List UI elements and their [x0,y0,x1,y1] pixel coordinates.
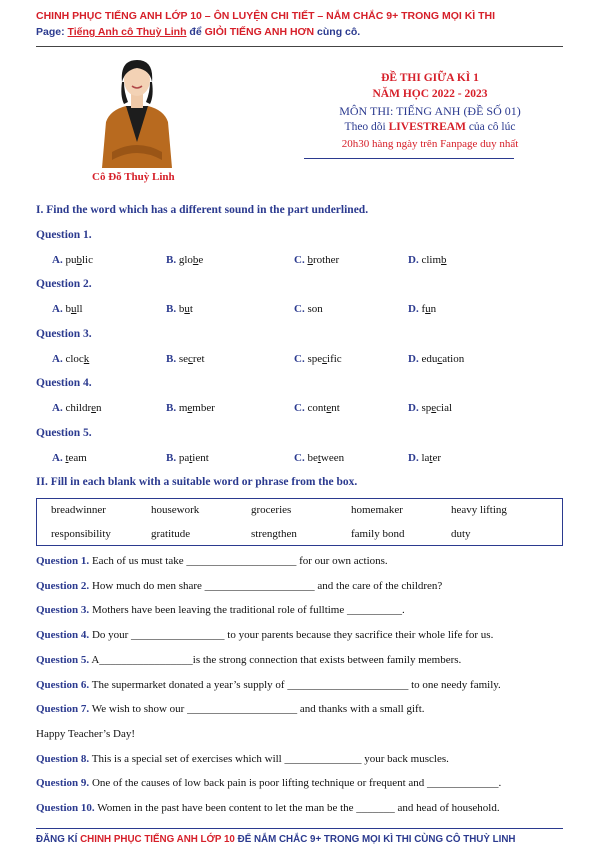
option-underlined: c [322,353,328,365]
option-text-post: n [430,303,437,315]
option-underlined: e [187,402,193,414]
teacher-name: Cô Đỗ Thuỳ Linh [92,171,175,183]
option-text-pre: f [421,303,426,315]
answer-option[interactable] [166,353,205,365]
option-text-post: mber [192,402,215,414]
answer-option[interactable] [408,303,436,315]
follow-prefix: Theo dõi [344,121,389,133]
part1-title: I. Find the word which has a different sound in the part underlined. [36,204,369,216]
answer-option[interactable] [408,254,447,266]
answer-option[interactable] [52,254,93,266]
option-letter: D. [408,353,419,365]
answer-option[interactable] [408,452,441,464]
part1-question-label: Question 1. [36,229,92,241]
option-underlined: u [70,303,77,315]
option-letter: C. [294,254,305,266]
option-text-post: ll [76,303,83,315]
part2-title: II. Fill in each blank with a suitable word or phrase from the box. [36,476,358,488]
page-link[interactable]: Tiếng Anh cô Thuỳ Linh [67,26,187,38]
answer-option[interactable] [52,402,102,414]
option-letter: A. [52,353,63,365]
part1-question-label: Question 2. [36,278,92,290]
exam-year: NĂM HỌC 2022 - 2023 [372,88,488,100]
option-letter: D. [408,402,419,414]
fill-question [36,777,501,789]
option-letter: B. [166,254,177,266]
box-word: duty [451,528,471,540]
fill-question-text: This is a special set of exercises which will ______________ your back muscles. [89,752,449,765]
option-text-pre: cont [307,402,327,414]
fill-question [36,753,449,765]
fill-question [36,679,501,691]
option-letter: C. [294,402,305,414]
part1-question-label: Question 5. [36,427,92,439]
option-text-post: ation [442,353,465,365]
option-text-pre: pu [65,254,77,266]
box-word: responsibility [51,528,111,540]
part1-question-label: Question 3. [36,328,92,340]
option-text-post: ret [192,353,205,365]
option-letter: C. [294,353,305,365]
option-letter: D. [408,452,419,464]
option-letter: B. [166,402,177,414]
option-text-post: rother [312,254,340,266]
word-box [36,498,563,546]
option-letter: A. [52,452,63,464]
option-letter: A. [52,303,63,315]
fill-question-label: Question 9. [36,777,90,790]
option-letter: C. [294,303,305,315]
option-text-pre: sp [421,402,432,414]
fill-question-text: The supermarket donated a year’s supply of ______________________ to one needy family. [89,678,501,691]
fill-question [36,802,500,814]
fill-question-text: Women in the past have been content to let the man be the _______ and head of household. [94,802,500,814]
option-text-pre: clim [421,254,442,266]
answer-option[interactable] [52,353,89,365]
option-letter: D. [408,254,419,266]
footer-part3: ĐỂ NẮM CHẮC 9+ TRONG MỌI KÌ THI CÙNG CÔ THUỲ LINH [234,834,516,845]
header-page-red: GIỎI TIẾNG ANH HƠN [204,26,315,38]
option-underlined: t [317,452,321,464]
fill-question-text: Happy Teacher’s Day! [36,727,136,740]
option-text-pre: son [307,303,323,315]
box-word: groceries [251,504,292,516]
fill-question [36,555,388,567]
option-text-post: e [198,254,204,266]
option-letter: B. [166,303,177,315]
option-text-pre: b [178,303,185,315]
option-letter: C. [294,452,305,464]
option-text-pre: spe [307,353,323,365]
part1-question-label: Question 4. [36,377,92,389]
option-letter: A. [52,254,63,266]
box-word: homemaker [351,504,403,516]
option-text-post: ient [192,452,209,464]
answer-option[interactable] [166,402,215,414]
fill-question-text: Mothers have been leaving the traditional role of fulltime __________. [89,604,405,617]
option-text-post: nt [331,402,340,414]
option-text-pre: b [65,303,71,315]
option-underlined: c [437,353,443,365]
footer-part1: ĐĂNG KÍ [36,834,81,845]
option-letter: B. [166,353,177,365]
answer-option[interactable] [294,254,339,266]
fill-question-text: One of the causes of low back pain is poor lifting technique or frequent and _____________. [89,777,502,790]
option-underlined: c [188,353,193,365]
fill-question-label: Question 3. [36,604,90,617]
fill-question [36,654,461,666]
fill-question-text: We wish to show our ____________________ and thanks with a small gift. [89,703,425,716]
option-text-pre: be [307,452,318,464]
standalone-line [36,728,135,740]
option-text-post: eam [68,452,87,464]
option-underlined: e [91,402,97,414]
header-tagline: CHINH PHỤC TIẾNG ANH LỚP 10 – ÔN LUYỆN CHI TIẾT – NẮM CHẮC 9+ TRONG MỌI KÌ THI [36,10,496,22]
fill-question-label: Question 10. [36,802,95,814]
fill-question-label: Question 8. [36,752,90,765]
footer-banner [36,834,515,845]
fill-question-label: Question 4. [36,629,90,642]
option-underlined: e [326,402,332,414]
follow-livestream: LIVESTREAM [388,121,466,133]
option-underlined: k [83,353,90,365]
fill-question [36,604,405,616]
option-underlined: b [441,254,447,266]
option-text-post: n [96,402,102,414]
option-letter: A. [52,402,63,414]
option-letter: B. [166,452,177,464]
fill-question [36,580,442,592]
option-text-post: t [189,303,193,315]
option-text-post: er [432,452,442,464]
answer-option[interactable] [294,303,323,315]
answer-option[interactable] [294,452,344,464]
header-page-mid: để [186,26,205,38]
option-underlined: t [189,452,193,464]
option-underlined: u [184,303,190,315]
box-word: breadwinner [51,504,106,516]
fill-question [36,629,493,641]
fill-question-text: Each of us must take ____________________ for our own actions. [89,555,388,567]
option-text-pre: pa [178,452,190,464]
fill-question-label: Question 1. [36,555,90,567]
box-word: heavy lifting [451,504,507,516]
answer-option[interactable] [408,353,464,365]
option-underlined: b [307,254,313,266]
option-text-post: lic [81,254,93,266]
option-text-pre: cloc [65,353,84,365]
answer-option[interactable] [52,452,87,464]
option-underlined: t [65,452,69,464]
answer-option[interactable] [166,254,203,266]
fill-question-text: Do your _________________ to your parents because they sacrifice their whole life for us. [89,629,494,642]
answer-option[interactable] [294,353,342,365]
footer-divider [36,828,563,829]
option-underlined: b [76,254,82,266]
answer-option[interactable] [52,303,83,315]
fill-question-text: How much do men share ____________________ and the care of the children? [89,579,443,592]
exam-title: ĐỀ THI GIỮA KÌ 1 [381,72,479,84]
option-text-post: ific [327,353,342,365]
fill-question-label: Question 2. [36,579,90,592]
teacher-photo [98,52,176,168]
box-word: family bond [351,528,405,540]
box-word: housework [151,504,200,516]
option-text-pre: la [421,452,430,464]
option-text-pre: se [178,353,189,365]
option-text-pre: edu [421,353,438,365]
option-text-post: ween [320,452,345,464]
answer-option[interactable] [166,452,209,464]
option-underlined: t [429,452,433,464]
option-underlined: e [431,402,437,414]
answer-option[interactable] [408,402,452,414]
exam-schedule: 20h30 hàng ngày trên Fanpage duy nhất [341,138,519,150]
header-page-prefix: Page: [36,26,68,38]
exam-follow [300,121,560,133]
follow-suffix: của cô lúc [465,121,516,133]
exam-subject: MÔN THI: TIẾNG ANH (ĐỀ SỐ 01) [339,104,521,118]
footer-part2: CHINH PHỤC TIẾNG ANH LỚP 10 [80,834,235,845]
fill-question-label: Question 5. [36,653,90,666]
box-word: strengthen [251,528,297,540]
fill-question-text: A_________________is the strong connection that exists between family members. [89,653,462,666]
fill-question-label: Question 6. [36,678,90,691]
option-text-pre: m [178,402,188,414]
option-text-pre: glo [178,254,193,266]
option-text-post: cial [436,402,453,414]
answer-option[interactable] [166,303,193,315]
header-page-suffix: cùng cô. [314,26,361,38]
header-divider [36,46,563,47]
option-text-pre: childr [65,402,92,414]
answer-option[interactable] [294,402,340,414]
exam-divider [304,158,514,159]
fill-question [36,703,425,715]
option-underlined: b [192,254,199,266]
option-underlined: u [425,303,431,315]
box-word: gratitude [151,528,191,540]
option-letter: D. [408,303,419,315]
fill-question-label: Question 7. [36,703,90,716]
header-page-line [36,26,360,38]
